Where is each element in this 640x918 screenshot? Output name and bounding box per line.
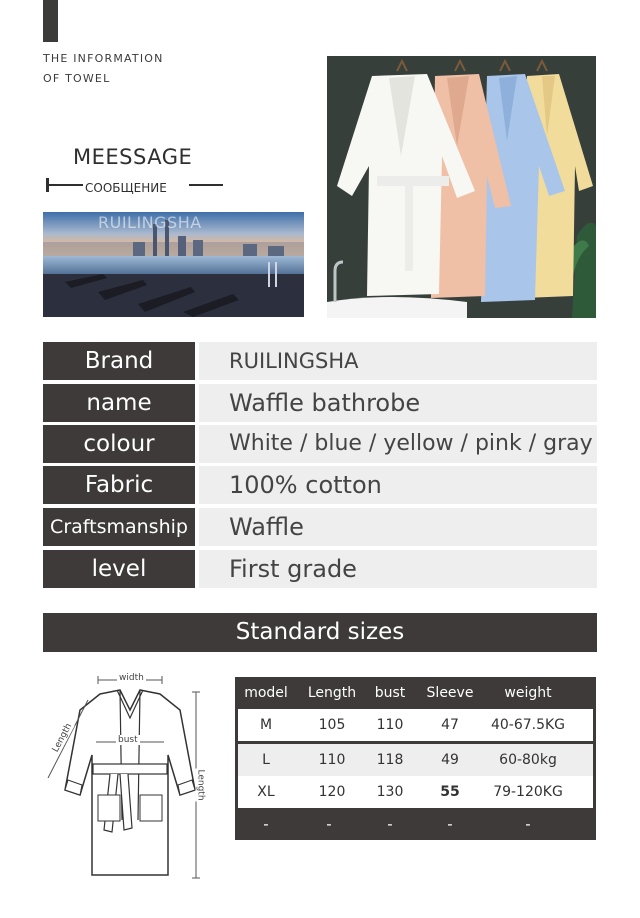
robe-size-diagram: [40, 670, 220, 885]
message-subtitle: СООБЩЕНИЕ: [85, 181, 167, 195]
table-cell: -: [263, 815, 269, 833]
table-cell: L: [262, 752, 270, 768]
spec-value: First grade: [199, 550, 597, 588]
table-cell: 120: [318, 784, 346, 800]
info-heading-line2: OF TOWEL: [43, 72, 111, 85]
table-cell: 47: [441, 717, 459, 733]
table-cell: 49: [441, 752, 459, 768]
table-cell: 40-67.5KG: [490, 717, 566, 733]
spec-label: colour: [43, 425, 195, 463]
column-header: bust: [374, 685, 406, 701]
table-cell: 110: [376, 717, 404, 733]
table-row-empty: [235, 809, 596, 840]
table-cell: 105: [318, 717, 346, 733]
table-cell: M: [259, 717, 273, 733]
spec-value: Waffle: [199, 508, 597, 546]
width-label: width: [119, 673, 144, 683]
top-accent-bar: [43, 0, 58, 42]
column-header: weight: [504, 685, 552, 701]
column-header: Sleeve: [426, 685, 474, 701]
table-cell: -: [387, 815, 393, 833]
table-cell: -: [326, 815, 332, 833]
bathrobes-photo: [327, 56, 596, 318]
bust-label: bust: [118, 735, 138, 745]
table-cell: 55: [440, 784, 460, 800]
size-table-header: [235, 677, 596, 709]
column-header: Length: [307, 685, 357, 701]
table-row: [238, 709, 593, 741]
spec-label: Brand: [43, 342, 195, 380]
message-title: MEESSAGE: [73, 145, 193, 169]
table-cell: 79-120KG: [493, 784, 563, 800]
pool-watermark: RUILINGSHA: [98, 213, 202, 232]
spec-label: level: [43, 550, 195, 588]
pool-city-photo: [43, 212, 304, 317]
spec-value: 100% cotton: [199, 466, 597, 504]
table-cell: -: [525, 815, 531, 833]
spec-value: Waffle bathrobe: [199, 384, 597, 422]
table-cell: -: [447, 815, 453, 833]
table-cell: 118: [376, 752, 404, 768]
info-heading-line1: THE INFORMATION: [43, 52, 164, 65]
size-table: [235, 677, 596, 840]
table-row: [238, 744, 593, 776]
spec-label: name: [43, 384, 195, 422]
spec-label: Fabric: [43, 466, 195, 504]
table-cell: 60-80kg: [499, 752, 557, 768]
spec-label: Craftsmanship: [43, 508, 195, 546]
table-row: [238, 776, 593, 808]
table-cell: XL: [257, 784, 275, 800]
table-cell: 110: [318, 752, 346, 768]
table-cell: 130: [376, 784, 404, 800]
length-label-left: Length: [50, 721, 75, 755]
length-label-right: Length: [195, 769, 206, 801]
column-header: model: [244, 685, 288, 701]
spec-value: RUILINGSHA: [199, 342, 597, 380]
standard-sizes-heading: Standard sizes: [43, 613, 597, 652]
spec-value: White / blue / yellow / pink / gray: [199, 425, 597, 463]
